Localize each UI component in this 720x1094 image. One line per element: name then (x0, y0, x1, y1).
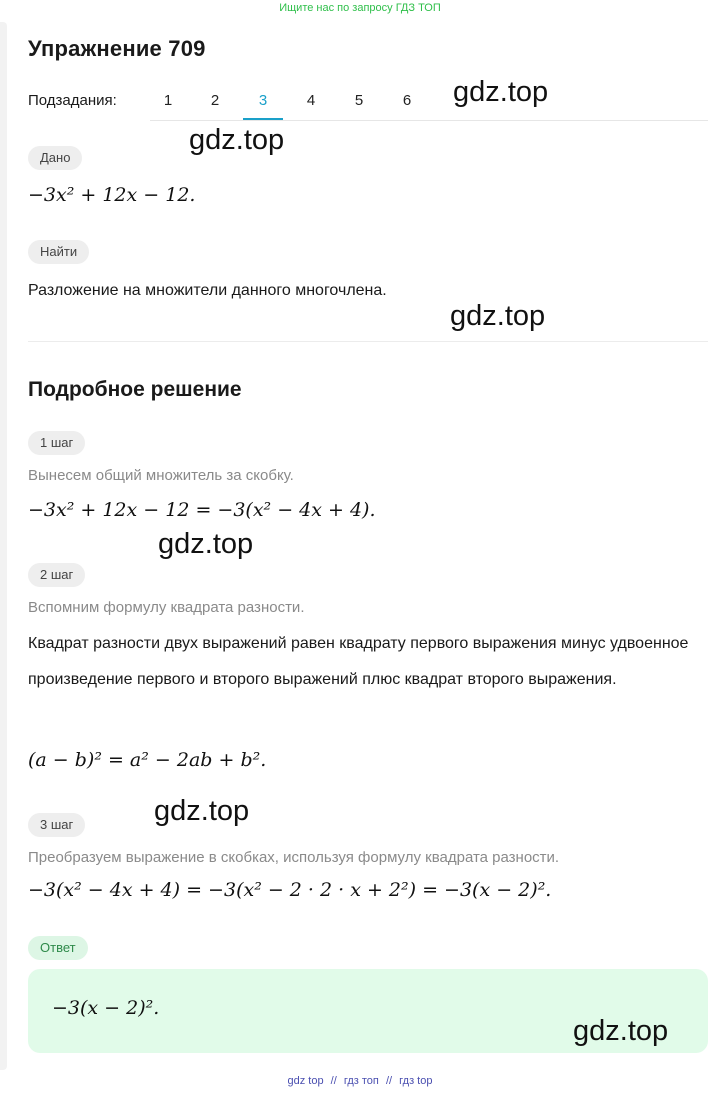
section-divider (28, 341, 708, 342)
footer-links (0, 1075, 720, 1087)
footer-separator: // (330, 1075, 337, 1087)
step-2-hint: Вспомним формулу квадрата разности. (28, 599, 305, 616)
watermark: gdz.top (453, 76, 549, 108)
watermark: gdz.top (450, 300, 546, 332)
step-1-chip: 1 шаг (28, 431, 85, 455)
find-text: Разложение на множители данного многочлена. (28, 282, 387, 299)
step-2-paragraph: Квадрат разности двух выражений равен квадрату первого выражения минус удвоенное произведение первого и второго выражений плюс квадрат второго выражения. (28, 635, 689, 688)
subtask-tab-5[interactable]: 5 (354, 92, 364, 109)
step-3-chip: 3 шаг (28, 813, 85, 837)
solution-title: Подробное решение (28, 378, 242, 401)
watermark: gdz.top (158, 528, 254, 560)
subtasks-bar (28, 84, 708, 122)
footer-link[interactable]: гдз топ (343, 1075, 379, 1087)
top-banner[interactable]: Ищите нас по запросу ГДЗ ТОП (279, 2, 441, 14)
exercise-title: Упражнение 709 (28, 36, 206, 61)
find-chip: Найти (28, 240, 89, 264)
footer-link[interactable]: gdz top (287, 1075, 324, 1087)
footer-link[interactable]: гдз top (399, 1075, 433, 1087)
subtask-tab-6[interactable]: 6 (402, 92, 412, 109)
given-expression: −3x² + 12x − 12. (28, 184, 196, 206)
answer-expression: −3(x − 2)². (52, 997, 160, 1019)
subtask-tab-2[interactable]: 2 (210, 92, 220, 109)
given-chip: Дано (28, 146, 82, 170)
step-2-chip: 2 шаг (28, 563, 85, 587)
subtask-tab-1[interactable]: 1 (163, 92, 173, 109)
watermark: gdz.top (189, 124, 285, 156)
answer-chip: Ответ (28, 936, 88, 960)
left-strip (0, 22, 7, 1070)
watermark: gdz.top (154, 795, 250, 827)
subtasks-label: Подзадания: (28, 92, 117, 109)
subtask-tab-3[interactable]: 3 (243, 92, 283, 109)
watermark: gdz.top (573, 1015, 669, 1047)
step-3-hint: Преобразуем выражение в скобках, используя формулу квадрата разности. (28, 849, 560, 866)
step-1-expression: −3x² + 12x − 12 = −3(x² − 4x + 4). (28, 499, 376, 521)
tabs-divider (150, 120, 708, 121)
subtask-tab-4[interactable]: 4 (306, 92, 316, 109)
step-1-hint: Вынесем общий множитель за скобку. (28, 467, 294, 484)
footer-separator: // (385, 1075, 393, 1087)
step-3-expression: −3(x² − 4x + 4) = −3(x² − 2 · 2 · x + 2²) = −3(x − 2)². (28, 879, 552, 901)
step-2-formula: (a − b)² = a² − 2ab + b². (28, 749, 267, 771)
